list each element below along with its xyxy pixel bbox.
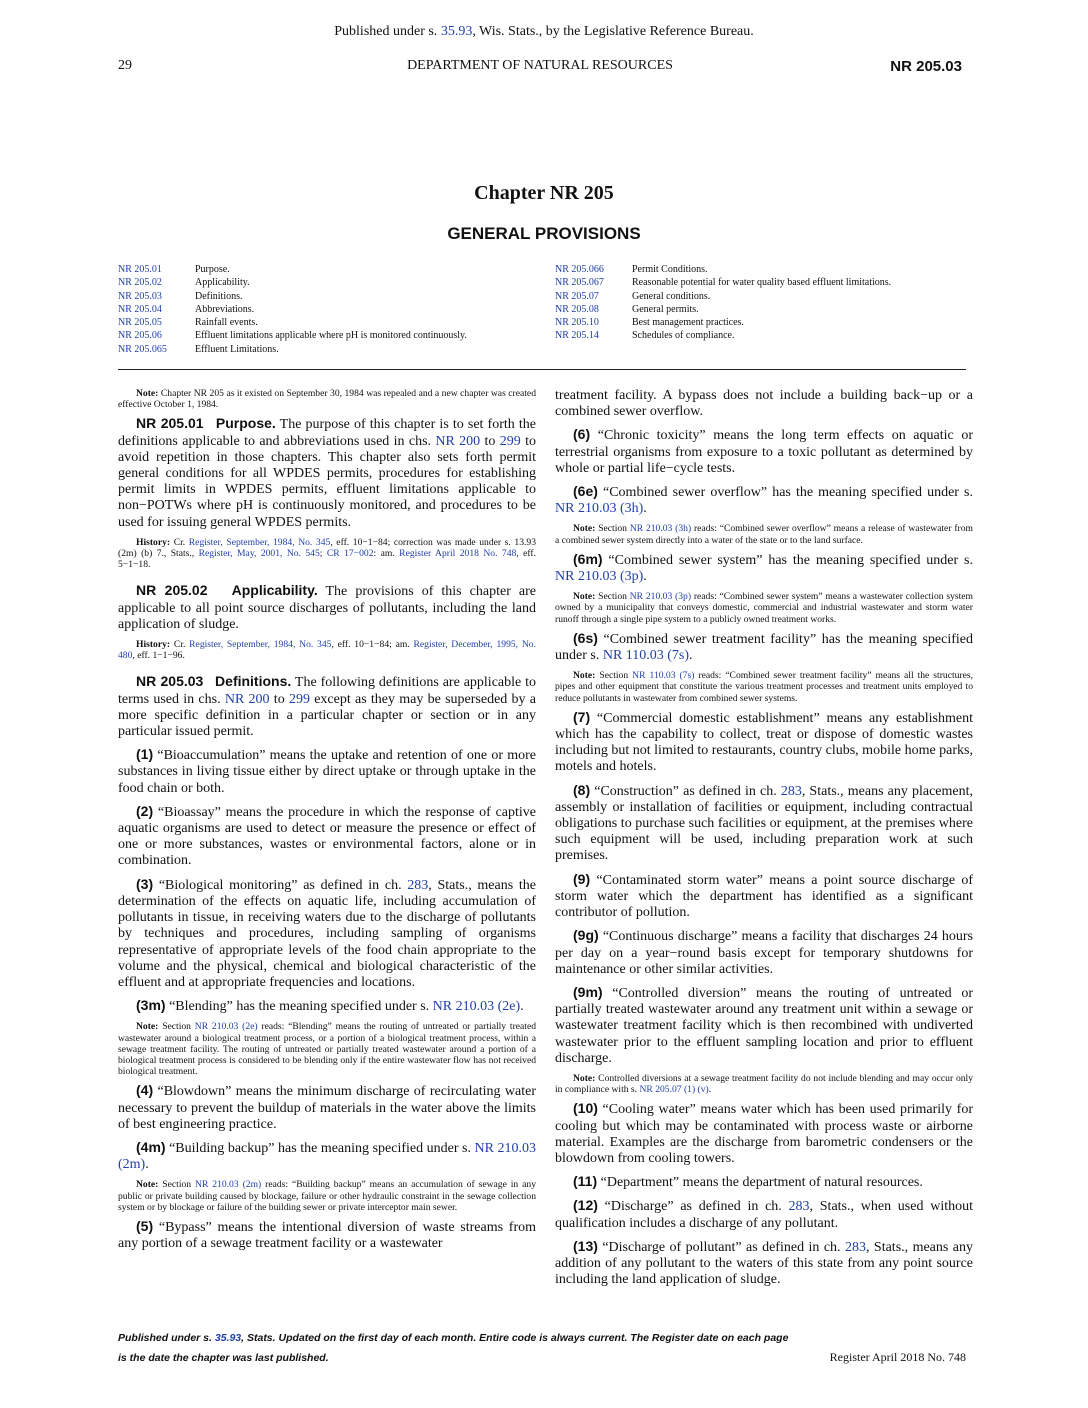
- chapter-note: Note: Chapter NR 205 as it existed on September 30, 1984 was repealed and a new chapter was created effective October 1, 1984.: [118, 388, 536, 411]
- note: Note: Controlled diversions at a sewage treatment facility do not include blending and may occur only in compliance with s. NR 205.07 (1) (v).: [555, 1072, 973, 1096]
- section-number: NR 205.03: [890, 58, 962, 75]
- definition: (5) “Bypass” means the intentional diversion of waste streams from any portion of a sewage treatment facility or a wastewater: [118, 1217, 536, 1252]
- divider: [118, 369, 966, 370]
- page-footer: Published under s. 35.93, Stats. Updated on the first day of each month. Entire code is always current. The Register date on each page is the date the chapter was last published.: [118, 1332, 789, 1364]
- definition: (9g) “Continuous discharge” means a facility that discharges 24 hours per day on a year−round basis except for temporary shutdowns for maintenance or other similar activities.: [555, 927, 973, 977]
- statute-link[interactable]: 35.93: [440, 24, 473, 39]
- section-205-02: NR 205.02 Applicability. The provisions of this chapter are applicable to all point source discharges of pollutants, including the land application of sludge.: [118, 582, 537, 632]
- definition: (6s) “Combined sewer treatment facility” has the meaning specified under s. NR 110.03 (7s).: [555, 629, 973, 664]
- toc-item: NR 205.10 Best management practices.: [555, 317, 744, 329]
- definition: (6m) “Combined sewer system” has the meaning specified under s. NR 210.03 (3p).: [555, 550, 973, 585]
- toc-item: NR 205.067 Reasonable potential for water quality based effluent limitations.: [555, 277, 892, 289]
- definition-continued: treatment facility. A bypass does not include a building back−up or a combined sewer overflow.: [555, 388, 973, 420]
- footer-statute-link[interactable]: 35.93: [214, 1332, 242, 1344]
- register-date: Register April 2018 No. 748: [829, 1350, 966, 1364]
- left-column: [118, 388, 536, 1258]
- definition: (12) “Discharge” as defined in ch. 283, Stats., when used without qualification includes a discharge of any pollutant.: [555, 1197, 973, 1231]
- toc-item: NR 205.066 Permit Conditions.: [555, 264, 708, 275]
- definition: (6) “Chronic toxicity” means the long term effects on aquatic or terrestrial organisms from exposure to a toxic pollutant as determined by whole or partial life−cycle tests.: [555, 426, 973, 476]
- history-note: History: Cr. Register, September, 1984, No. 345, eff. 10−1−84; correction was made under s. 13.93 (2m) (b) 7., Stats., Register, May, 2001, No. 545; CR 17−002: am. Register April 2018 No. 748, eff. 5−1−18.: [118, 536, 536, 571]
- note: Note: Section NR 210.03 (2m) reads: “Building backup” means an accumulation of sewage in any public or private building caused by blockage, failure or other hydraulic constraint in the sewage collection system or by blockage or failure of the building sewer or private interceptor main sewer.: [118, 1179, 537, 1213]
- toc-item: NR 205.01 Purpose.: [118, 264, 230, 275]
- right-column: [555, 388, 973, 1294]
- definition: (3) “Biological monitoring” as defined in ch. 283, Stats., means the determination of the effects on aquatic life, including accumulation of pollutants in tissue, in receiving waters due to the discharge of pollutants by techniques and procedures, including sampling of organisms representative of appropriate levels of the food chain appropriate to the volume and the physical, chemical and biological characteristic of the effluent and at appropriate frequencies and locations.: [118, 875, 536, 990]
- definition: (3m) “Blending” has the meaning specified under s. NR 210.03 (2e).: [136, 997, 524, 1015]
- toc-item: NR 205.05 Rainfall events.: [118, 317, 258, 329]
- chapter-title: Chapter NR 205: [474, 182, 614, 204]
- note: Note: Section NR 210.03 (3h) reads: “Combined sewer overflow” means a release of wastewater from a combined sewer system directly into a water of the state or to the land surface.: [555, 523, 973, 546]
- toc-item: NR 205.06 Effluent limitations applicable where pH is monitored continuously.: [118, 330, 467, 342]
- toc-item: NR 205.03 Definitions.: [118, 290, 243, 302]
- toc-item: NR 205.04 Abbreviations.: [118, 303, 255, 315]
- section-205-03: NR 205.03 Definitions. The following definitions are applicable to terms used in chs. NR 200 to 299 except as they may be superseded by a more specific definition in a particular chapter or section or in any particular issued permit.: [118, 673, 537, 740]
- page-header: [118, 58, 962, 78]
- definition: (10) “Cooling water” means water which has been used primarily for cooling but which may be contaminated with process waste or airborne material. Examples are the discharge from barometric condensers or the blowdown from cooling towers.: [555, 1100, 973, 1166]
- note: Note: Section NR 210.03 (2e) reads: “Blending” means the routing of untreated or partially treated wastewater around a biological treatment process, or a portion of a biological treatment process, within a sewage treatment facility. The routing of untreated or partially treated wastewater around a portion of a biological treatment process is considered to be blending only if the entire wastewater flow has not received biological treatment.: [118, 1021, 537, 1078]
- publication-notice: Published under s. 35.93, Wis. Stats., by the Legislative Reference Bureau.: [334, 24, 754, 39]
- section-205-01: NR 205.01 Purpose. The purpose of this chapter is to set forth the definitions applicable to and abbreviations used in chs. NR 200 to 299 to avoid repetition in those chapters. This chapter also sets forth permit general conditions for all WPDES permits, procedures for establishing permit limits in WPDES permits, effluent limitations applicable to non−POTWs where pH is continuously monitored, and procedures to be used for issuing general WPDES permits.: [118, 415, 536, 530]
- department-name: DEPARTMENT OF NATURAL RESOURCES: [407, 58, 673, 73]
- note: Note: Section NR 210.03 (3p) reads: “Combined sewer system” means a wastewater collection system owned by a municipality that conveys domestic, commercial and industrial wastewater and storm water runoff through a single pipe system to a publicly owned treatment works.: [555, 591, 973, 625]
- definition: (4m) “Building backup” has the meaning specified under s. NR 210.03 (2m).: [118, 1138, 536, 1173]
- toc-item: NR 205.07 General conditions.: [555, 290, 711, 302]
- definition: (6e) “Combined sewer overflow” has the meaning specified under s. NR 210.03 (3h).: [555, 483, 973, 517]
- definition: (9m) “Controlled diversion” means the routing of untreated or partially treated wastewater around any treatment unit within a sewage or wastewater treatment facility which is then recombined with undiverted wastewater prior to the effluent sampling location and prior to effluent discharge.: [555, 983, 973, 1066]
- definition: (13) “Discharge of pollutant” as defined in ch. 283, Stats., means any addition of any pollutant to the waters of this state from any point source including the land application of sludge.: [555, 1237, 973, 1288]
- note: Note: Section NR 110.03 (7s) reads: “Combined sewer treatment facility” means all the structures, pipes and other equipment that constitute the various treatment processes and treatment units employed to reduce pollutants in wastewater from combined sewer systems.: [555, 670, 974, 704]
- definition: (11) “Department” means the department of natural resources.: [573, 1173, 923, 1191]
- history-note: History: Cr. Register, September, 1984, No. 345, eff. 10−1−84; am. Register, December, 1995, No. 480, eff. 1−1−96.: [118, 639, 536, 662]
- definition: (1) “Bioaccumulation” means the uptake and retention of one or more substances in living tissue either by direct uptake or through uptake in the food chain or both.: [118, 746, 536, 796]
- definition: (2) “Bioassay” means the procedure in which the response of captive aquatic organisms are used to detect or measure the presence or effect of one or more substances, wastes or environmental factors, alone or in combination.: [118, 802, 536, 869]
- definition: (7) “Commercial domestic establishment” means any establishment which has the capability to collect, treat or dispose of domestic wastes including but not limited to restaurants, country clubs, mobile home parks, motels and hotels.: [555, 708, 973, 775]
- chapter-subtitle: GENERAL PROVISIONS: [447, 224, 641, 243]
- definition: (8) “Construction” as defined in ch. 283, Stats., means any placement, assembly or installation of facilities or equipment, including contractual obligations to purchase such facilities or equipment, at the premises where such equipment will be used, including preparation work at such premises.: [555, 781, 973, 864]
- definition: (4) “Blowdown” means the minimum discharge of recirculating water necessary to prevent the buildup of materials in the water above the limits of best engineering practice.: [118, 1082, 536, 1132]
- toc-left: [118, 263, 467, 356]
- toc-item: NR 205.02 Applicability.: [118, 277, 250, 289]
- toc-item: NR 205.065 Effluent Limitations.: [118, 343, 279, 355]
- toc-item: NR 205.14 Schedules of compliance.: [555, 330, 735, 342]
- definition: (9) “Contaminated storm water” means a point source discharge of storm water which the department has identified as a significant contributor of pollution.: [555, 870, 973, 921]
- toc-right: [555, 263, 891, 343]
- toc-item: NR 205.08 General permits.: [555, 303, 699, 315]
- page-number: 29: [118, 58, 132, 73]
